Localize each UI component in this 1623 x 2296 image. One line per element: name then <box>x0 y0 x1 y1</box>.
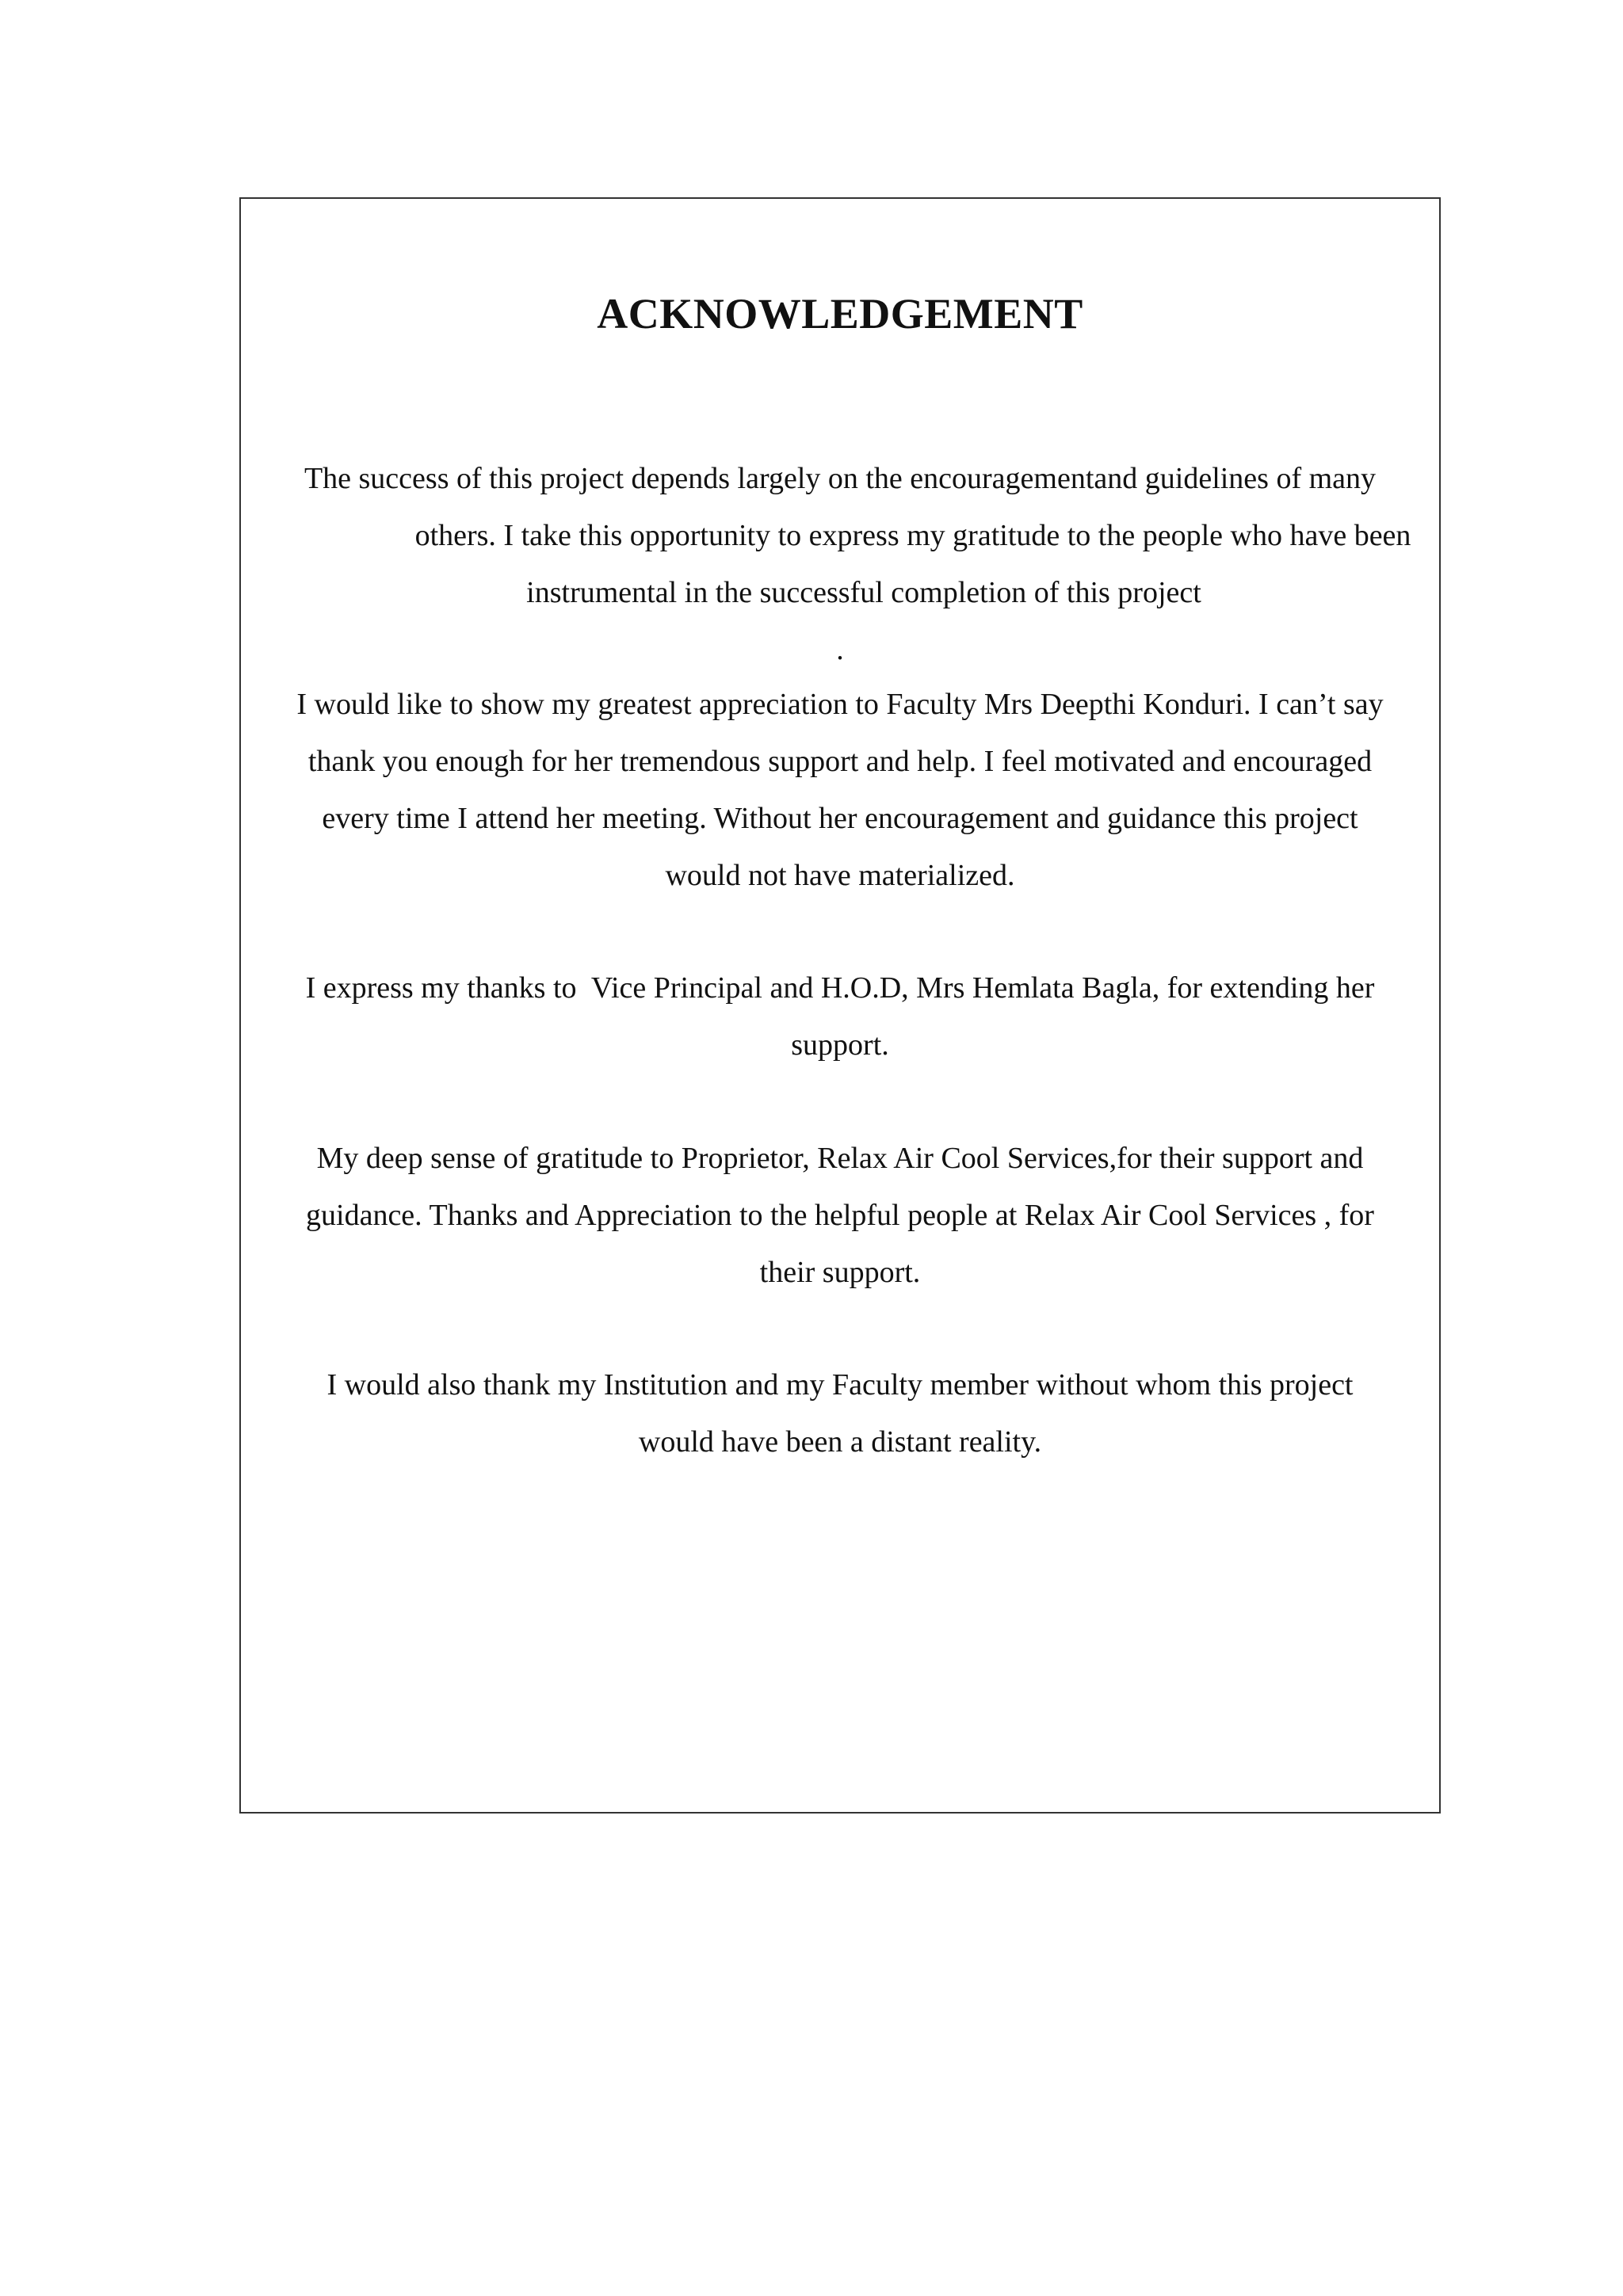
paragraph-intro <box>241 450 1439 678</box>
paragraph-line: I would like to show my greatest appreciation to Faculty Mrs Deepthi Konduri. I can’t say <box>296 688 1384 721</box>
paragraph-line: I would also thank my Institution and my Faculty member without whom this project <box>327 1368 1354 1402</box>
page-title: ACKNOWLEDGEMENT <box>597 290 1083 338</box>
paragraph-line: would have been a distant reality. <box>638 1425 1042 1459</box>
paragraph-faculty <box>241 676 1439 904</box>
paragraph-institution <box>241 1356 1439 1470</box>
paragraph-proprietor <box>241 1130 1439 1301</box>
paragraph-hod <box>241 959 1439 1074</box>
paragraph-line: I express my thanks to Vice Principal and H.O.D, Mrs Hemlata Bagla, for extending her <box>305 971 1375 1005</box>
paragraph-line: The success of this project depends largely on the encouragementand guidelines of many <box>304 462 1377 495</box>
paragraph-line: would not have materialized. <box>665 859 1015 892</box>
paragraph-line: thank you enough for her tremendous support and help. I feel motivated and encouraged <box>307 745 1373 778</box>
paragraph-line: instrumental in the successful completion of this project <box>526 576 1201 609</box>
paragraph-line: others. I take this opportunity to express my gratitude to the people who have been <box>414 519 1411 552</box>
paragraph-line: every time I attend her meeting. Without her encouragement and guidance this project <box>322 802 1358 835</box>
paragraph-line: My deep sense of gratitude to Proprietor, Relax Air Cool Services,for their support and <box>316 1142 1364 1175</box>
document-frame <box>239 197 1441 1814</box>
paragraph-line: guidance. Thanks and Appreciation to the helpful people at Relax Air Cool Services , for <box>306 1199 1374 1232</box>
paragraph-line: support. <box>791 1028 889 1062</box>
paragraph-line: . <box>836 633 844 666</box>
paragraph-line: their support. <box>759 1256 921 1289</box>
